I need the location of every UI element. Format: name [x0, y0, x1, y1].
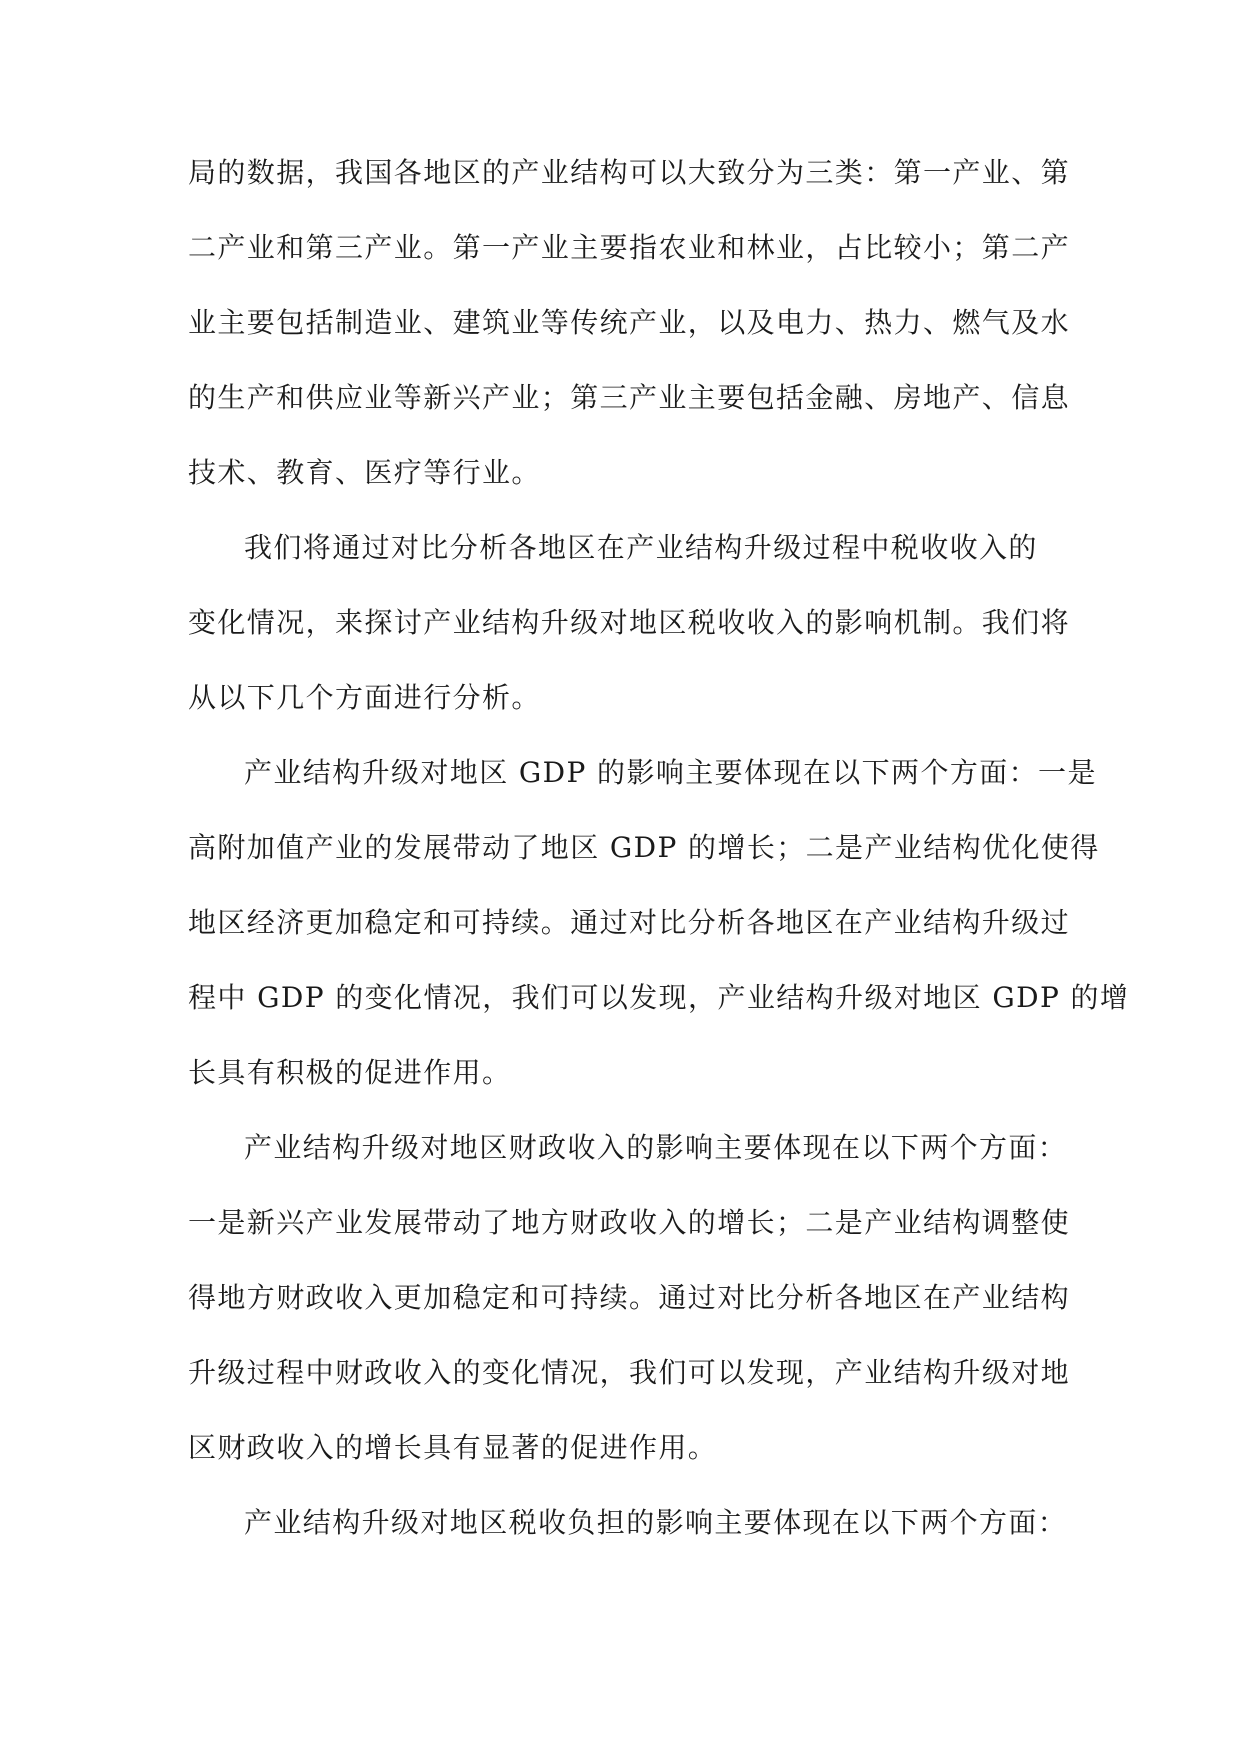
body-text [188, 143, 1130, 1568]
text-line: 区财政收入的增长具有显著的促进作用。 [188, 1431, 718, 1464]
text-line: 地区经济更加稳定和可持续。通过对比分析各地区在产业结构升级过 [188, 906, 1071, 939]
paragraph-2 [188, 518, 1071, 743]
text-line: 产业结构升级对地区税收负担的影响主要体现在以下两个方面： [244, 1506, 1068, 1539]
paragraph-3 [188, 743, 1130, 1118]
text-line: 升级过程中财政收入的变化情况，我们可以发现，产业结构升级对地 [188, 1356, 1071, 1389]
text-line: 一是新兴产业发展带动了地方财政收入的增长；二是产业结构调整使 [188, 1206, 1071, 1239]
paragraph-5 [188, 1493, 1068, 1568]
text-line: 技术、教育、医疗等行业。 [188, 456, 541, 489]
paragraph-1 [188, 143, 1071, 518]
text-line: 产业结构升级对地区财政收入的影响主要体现在以下两个方面： [244, 1131, 1068, 1164]
text-line: 高附加值产业的发展带动了地区 GDP 的增长；二是产业结构优化使得 [188, 831, 1100, 864]
text-line: 产业结构升级对地区 GDP 的影响主要体现在以下两个方面：一是 [244, 756, 1097, 789]
text-line: 二产业和第三产业。第一产业主要指农业和林业，占比较小；第二产 [188, 231, 1071, 264]
text-line: 局的数据，我国各地区的产业结构可以大致分为三类：第一产业、第 [188, 156, 1071, 189]
text-line: 的生产和供应业等新兴产业；第三产业主要包括金融、房地产、信息 [188, 381, 1071, 414]
text-line: 业主要包括制造业、建筑业等传统产业，以及电力、热力、燃气及水 [188, 306, 1071, 339]
text-line: 长具有积极的促进作用。 [188, 1056, 512, 1089]
text-line: 从以下几个方面进行分析。 [188, 681, 541, 714]
text-line: 程中 GDP 的变化情况，我们可以发现，产业结构升级对地区 GDP 的增 [188, 981, 1130, 1014]
paragraph-4 [188, 1118, 1071, 1493]
text-line: 变化情况，来探讨产业结构升级对地区税收收入的影响机制。我们将 [188, 606, 1071, 639]
text-line: 得地方财政收入更加稳定和可持续。通过对比分析各地区在产业结构 [188, 1281, 1071, 1314]
text-line: 我们将通过对比分析各地区在产业结构升级过程中税收收入的 [244, 531, 1038, 564]
